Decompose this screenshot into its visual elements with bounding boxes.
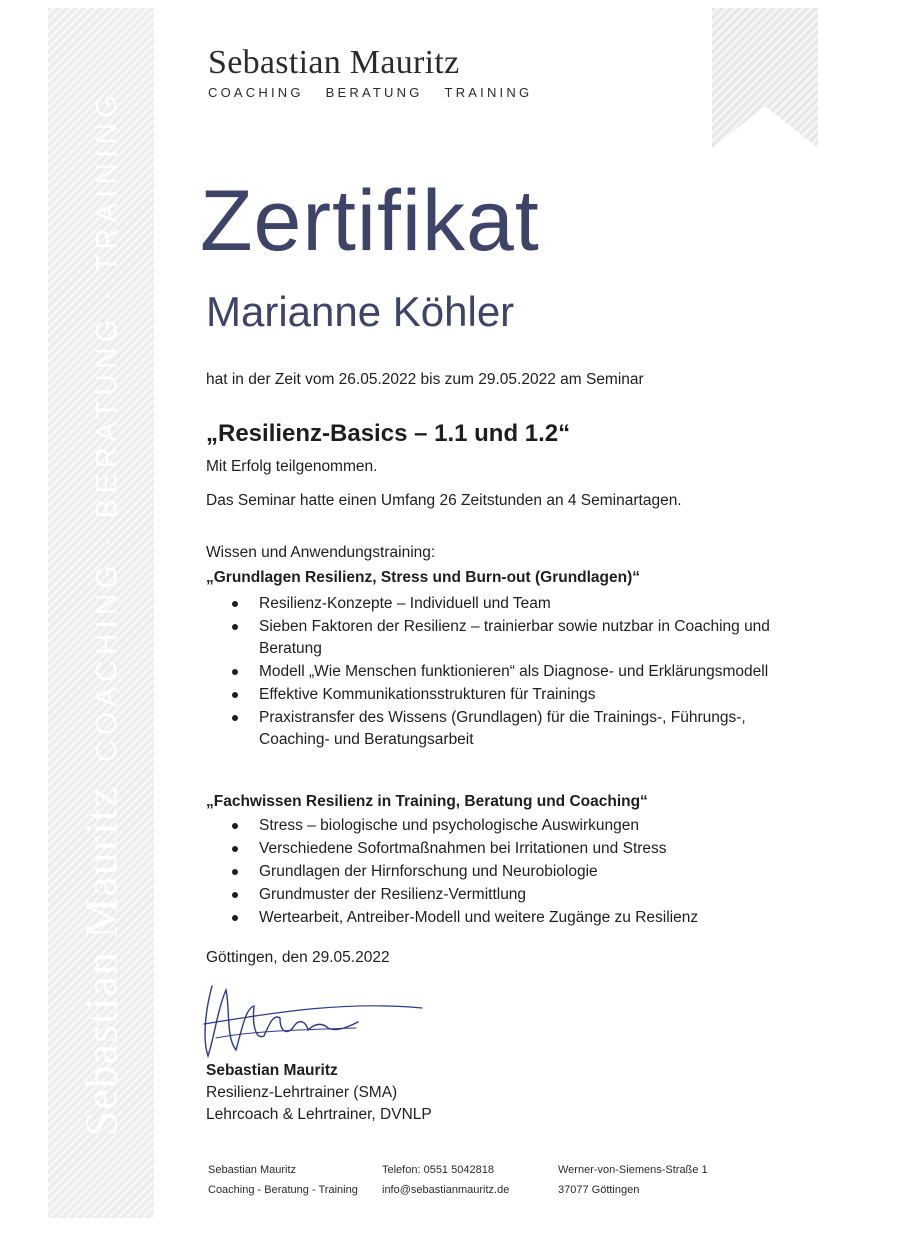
list-item: Grundmuster der Resilienz-Vermittlung xyxy=(232,884,792,906)
section1-list xyxy=(232,593,792,752)
list-item: Modell „Wie Menschen funktionieren“ als Diagnose- und Erklärungsmodell xyxy=(232,661,792,683)
certificate-title: Zertifikat xyxy=(200,173,540,269)
period-text: hat in der Zeit vom 26.05.2022 bis zum 29.05.2022 am Seminar xyxy=(206,371,644,388)
list-item: Resilienz-Konzepte – Individuell und Team xyxy=(232,593,792,615)
logo-tagline-3: TRAINING xyxy=(444,85,533,100)
place-date: Göttingen, den 29.05.2022 xyxy=(206,949,390,966)
footer-phone: Telefon: 0551 5042818 xyxy=(382,1164,494,1176)
bookmark-ribbon xyxy=(712,8,818,148)
footer-company-name: Sebastian Mauritz xyxy=(208,1164,297,1176)
footer-company xyxy=(208,1160,358,1200)
footer-email: info@sebastianmauritz.de xyxy=(382,1184,510,1196)
watermark-band xyxy=(48,8,154,1218)
recipient-name: Marianne Köhler xyxy=(206,288,515,335)
footer-contact xyxy=(382,1160,509,1200)
footer-street: Werner-von-Siemens-Straße 1 xyxy=(558,1164,708,1176)
signer-role-2: Lehrcoach & Lehrtrainer, DVNLP xyxy=(206,1106,432,1123)
section1-heading: „Grundlagen Resilienz, Stress und Burn-out (Grundlagen)“ xyxy=(206,569,641,586)
section2-heading: „Fachwissen Resilienz in Training, Beratung und Coaching“ xyxy=(206,793,648,810)
logo-name: Sebastian Mauritz xyxy=(208,44,460,81)
list-item: Grundlagen der Hirnforschung und Neurobiologie xyxy=(232,861,792,883)
list-item: Wertearbeit, Antreiber-Modell und weitere Zugänge zu Resilienz xyxy=(232,907,792,929)
watermark-sub: COACHING · BERATUNG · TRAINING xyxy=(90,89,124,762)
logo-tagline-1: COACHING xyxy=(208,85,304,100)
list-item: Praxistransfer des Wissens (Grundlagen) für die Trainings-, Führungs-, Coaching- und Beratungsarbeit xyxy=(232,707,792,751)
section2-list xyxy=(232,815,792,930)
watermark-name: Sebastian Mauritz xyxy=(75,785,127,1137)
signer-name: Sebastian Mauritz xyxy=(206,1062,338,1079)
scope-text: Das Seminar hatte einen Umfang 26 Zeitstunden an 4 Seminartagen. xyxy=(206,492,682,509)
logo-tagline-2: BERATUNG xyxy=(325,85,423,100)
footer-company-tagline: Coaching - Beratung - Training xyxy=(208,1184,358,1196)
footer-city: 37077 Göttingen xyxy=(558,1184,640,1196)
footer-address xyxy=(558,1160,708,1200)
list-item: Stress – biologische und psychologische Auswirkungen xyxy=(232,815,792,837)
signature-image xyxy=(196,978,426,1068)
list-item: Verschiedene Sofortmaßnahmen bei Irritationen und Stress xyxy=(232,838,792,860)
list-item: Effektive Kommunikationsstrukturen für Trainings xyxy=(232,684,792,706)
list-item: Sieben Faktoren der Resilienz – trainierbar sowie nutzbar in Coaching und Beratung xyxy=(232,616,792,660)
watermark-text xyxy=(75,90,128,1137)
signer-role-1: Resilienz-Lehrtrainer (SMA) xyxy=(206,1084,398,1101)
success-text: Mit Erfolg teilgenommen. xyxy=(206,458,378,475)
logo-tagline xyxy=(208,85,554,100)
training-label: Wissen und Anwendungstraining: xyxy=(206,544,436,561)
seminar-title: „Resilienz-Basics – 1.1 und 1.2“ xyxy=(206,420,571,447)
